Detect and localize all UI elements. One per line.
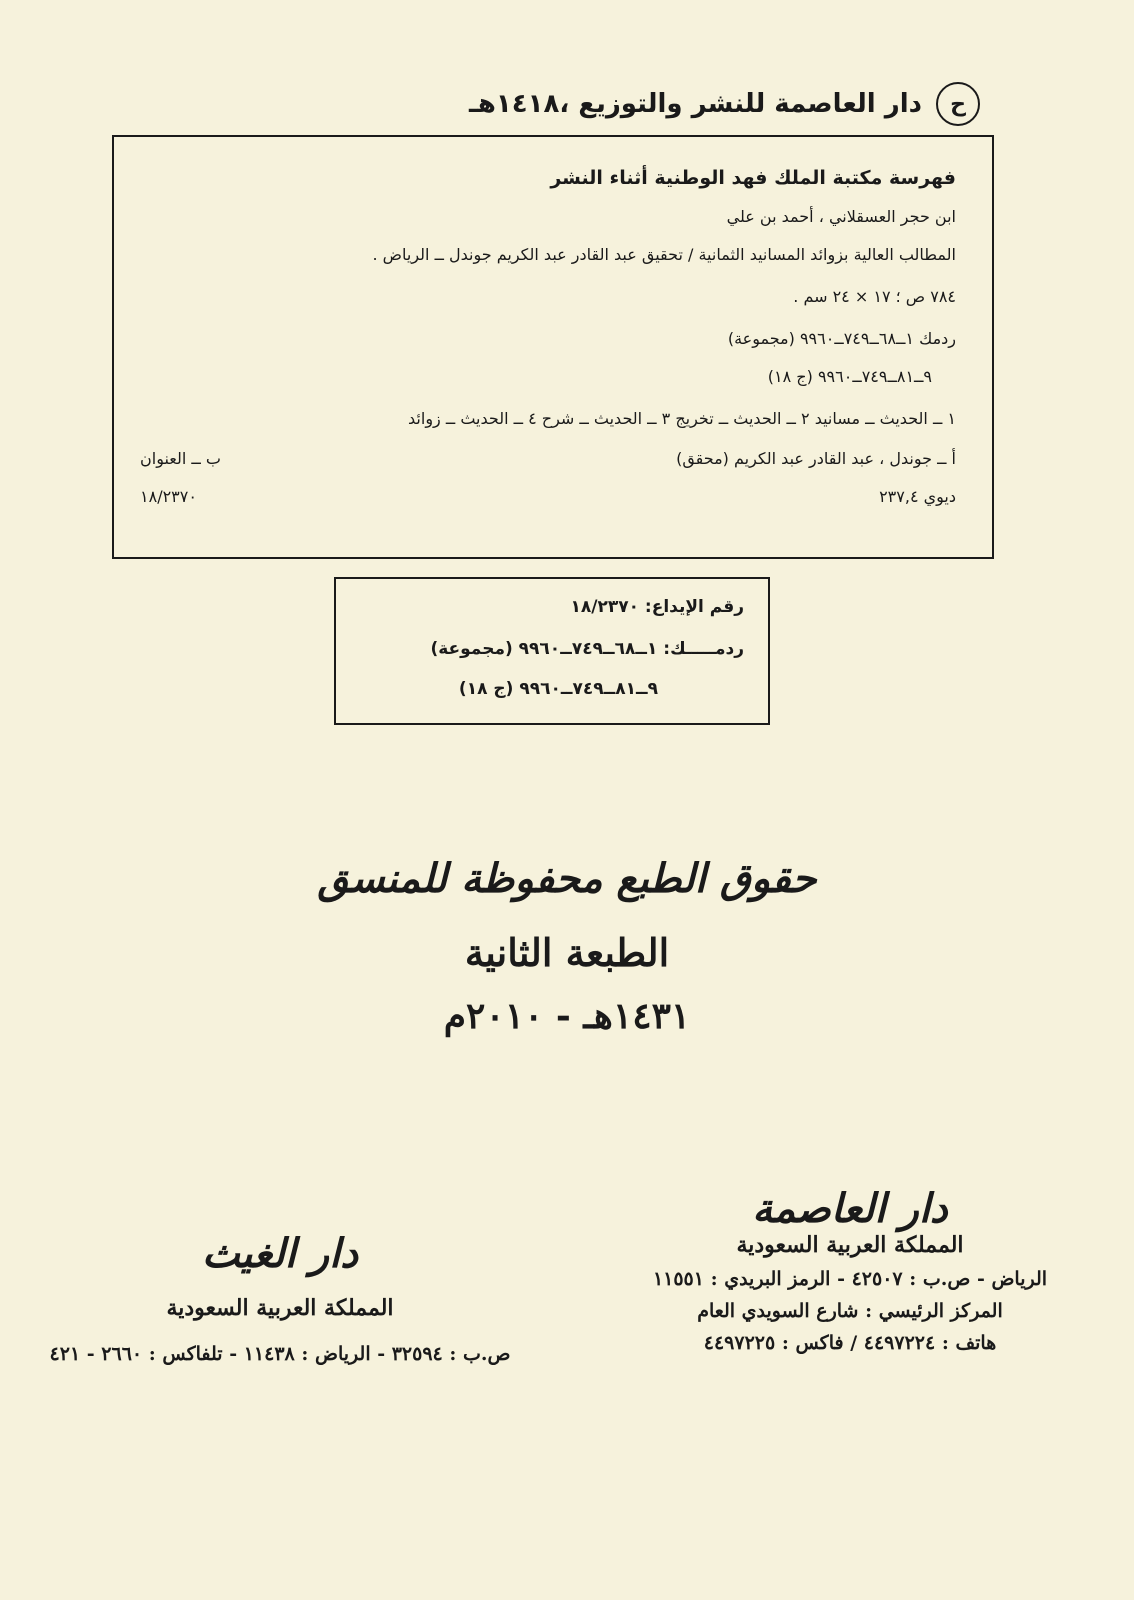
edition: الطبعة الثانية xyxy=(464,930,670,975)
cataloging-pages: ٧٨٤ ص ؛ ١٧ × ٢٤ سم . xyxy=(793,287,956,306)
cataloging-number: ١٨/٢٣٧٠ xyxy=(140,487,197,506)
deposit-box xyxy=(334,577,770,725)
cataloging-dewey: ديوي ٢٣٧,٤ xyxy=(879,487,956,506)
cataloging-book-title: المطالب العالية بزوائد المسانيد الثمانية / تحقيق عبد القادر عبد الكريم جوندل ــ الرياض . xyxy=(372,245,956,264)
copyright-text: دار العاصمة للنشر والتوزيع ،١٤١٨هـ xyxy=(468,89,922,119)
copyright-line xyxy=(460,82,980,126)
cataloging-editor: أ ــ جوندل ، عبد القادر عبد الكريم (محقق) xyxy=(676,449,956,468)
publisher-right-center: المركز الرئيسي : شارع السويدي العام xyxy=(697,1300,1003,1322)
cataloging-isbn-volume: ٩ــ٨١ــ٧٤٩ــ٩٩٦٠ (ج ١٨) xyxy=(767,367,932,386)
publisher-right-phone: هاتف : ٤٤٩٧٢٢٤ / فاكس : ٤٤٩٧٢٢٥ xyxy=(703,1332,997,1354)
publisher-left-address: ص.ب : ٣٢٥٩٤ - الرياض : ١١٤٣٨ - تلفاكس : ٢٦٦٠ - ٤٢١ xyxy=(49,1343,511,1365)
publisher-right-address: الرياض - ص.ب : ٤٢٥٠٧ - الرمز البريدي : ١١٥٥١ xyxy=(652,1268,1048,1290)
cataloging-subjects: ١ ــ الحديث ــ مسانيد ٢ ــ الحديث ــ تخريج ٣ ــ الحديث ــ شرح ٤ ــ الحديث ــ زوائد xyxy=(408,409,956,428)
cataloging-box xyxy=(112,135,994,559)
cataloging-author: ابن حجر العسقلاني ، أحمد بن علي xyxy=(726,207,956,226)
publisher-right-country: المملكة العربية السعودية xyxy=(736,1232,964,1258)
edition-year: ١٤٣١هـ - ٢٠١٠م xyxy=(443,995,691,1037)
cataloging-title-entry: ب ــ العنوان xyxy=(140,449,221,468)
publisher-left-name: دار الغيث xyxy=(201,1230,359,1277)
publisher-right-name: دار العاصمة xyxy=(752,1185,948,1232)
cataloging-isbn-set: ردمك ١ــ٦٨ــ٧٤٩ــ٩٩٦٠ (مجموعة) xyxy=(727,329,956,348)
rights-reserved: حقوق الطبع محفوظة للمنسق xyxy=(317,855,817,902)
deposit-number: رقم الإيداع: ١٨/٢٣٧٠ xyxy=(570,597,744,617)
publisher-left xyxy=(20,1230,540,1365)
cataloging-title: فهرسة مكتبة الملك فهد الوطنية أثناء النشر xyxy=(550,167,956,189)
deposit-isbn-set: ردمـــــك: ١ــ٦٨ــ٧٤٩ــ٩٩٦٠ (مجموعة) xyxy=(430,639,744,659)
copyright-symbol: ح xyxy=(936,82,980,126)
publisher-right xyxy=(640,1185,1060,1354)
deposit-isbn-volume: ٩ــ٨١ــ٧٤٩ــ٩٩٦٠ (ج ١٨) xyxy=(458,679,658,699)
publisher-left-country: المملكة العربية السعودية xyxy=(166,1295,394,1321)
